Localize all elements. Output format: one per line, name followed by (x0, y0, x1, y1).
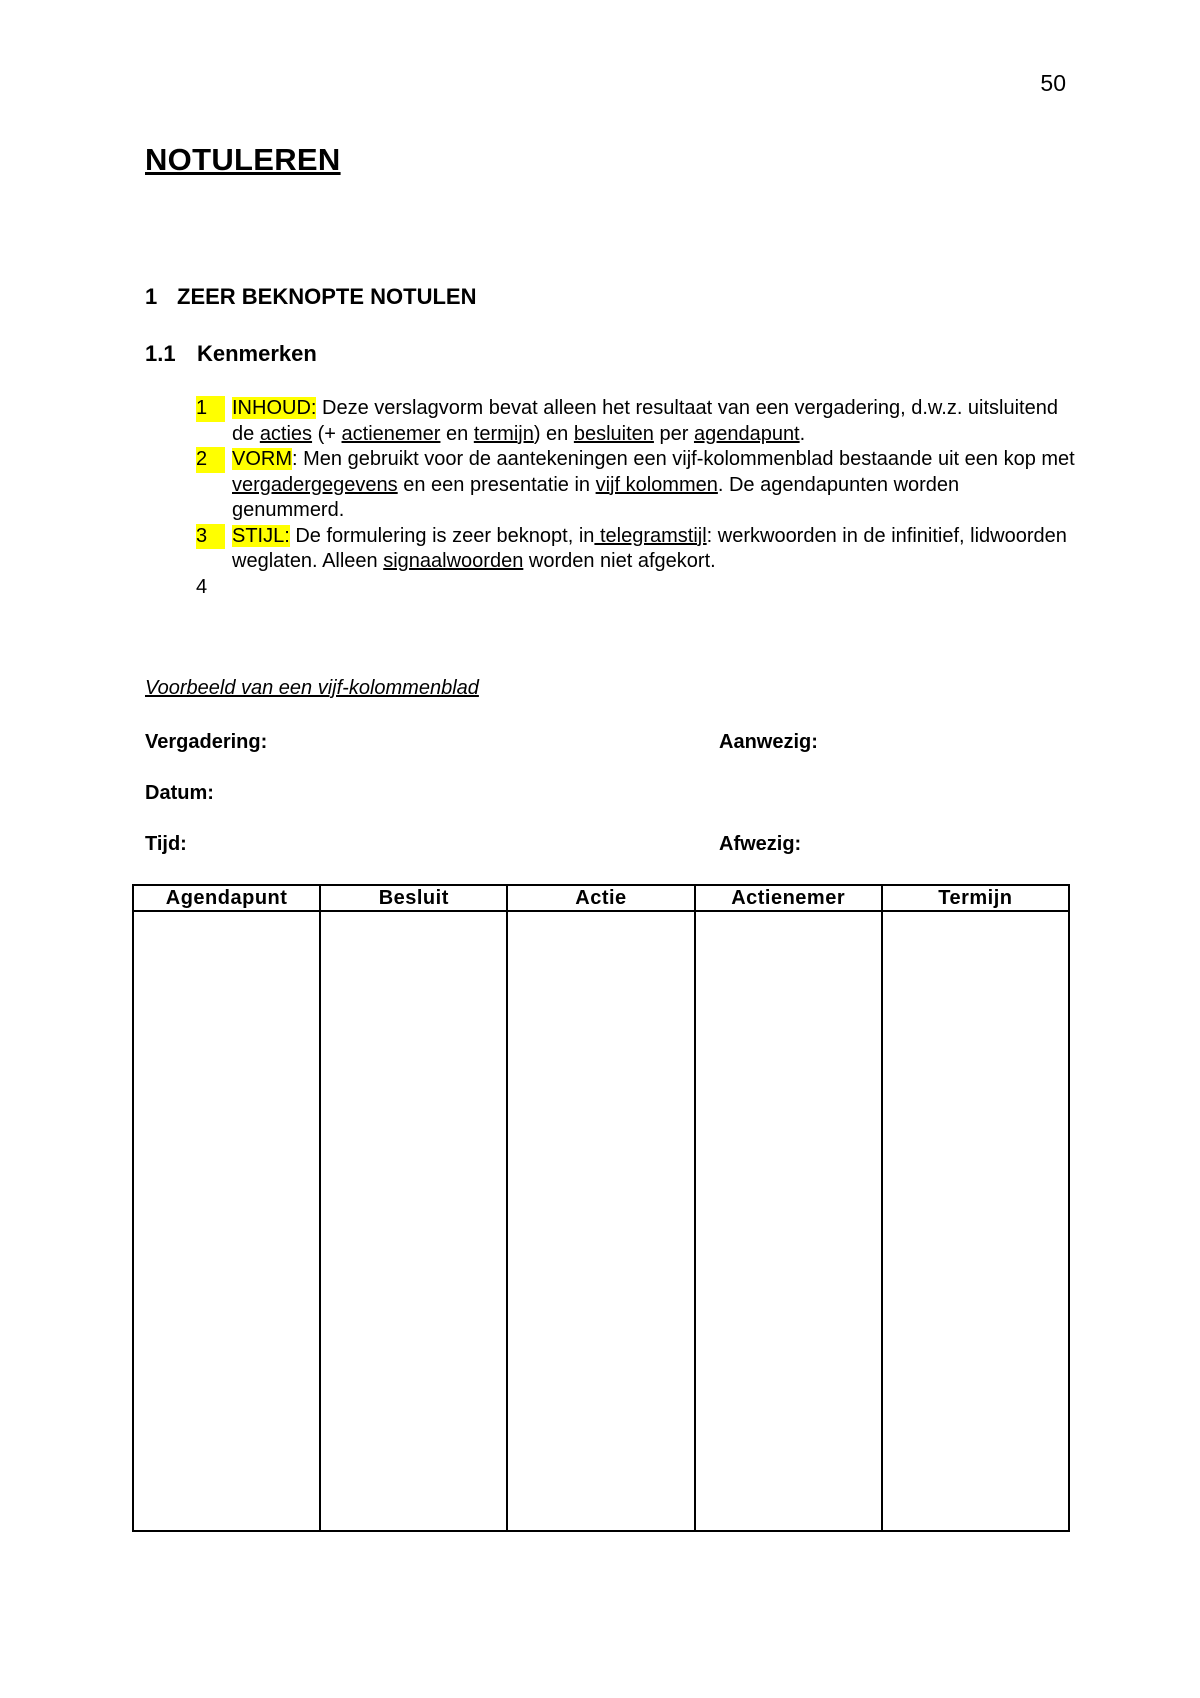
five-column-table (132, 884, 1070, 1532)
table-row (133, 911, 1069, 1531)
section-number: 1 (145, 284, 158, 309)
column-header: Termijn (882, 885, 1069, 911)
table-cell (882, 911, 1069, 1531)
table-cell (320, 911, 507, 1531)
item-text: en (440, 422, 474, 445)
item-number: 2 (196, 447, 225, 473)
list-item (196, 447, 1076, 524)
item-term: vijf kolommen (595, 473, 718, 496)
subsection-heading (145, 341, 317, 367)
example-caption: Voorbeeld van een vijf-kolommenblad (145, 677, 479, 699)
item-text: (+ (312, 422, 342, 445)
table-cell (507, 911, 694, 1531)
date-label: Datum: (145, 782, 214, 804)
column-header: Besluit (320, 885, 507, 911)
item-text: . De agendapunten worden genummerd. (232, 473, 960, 521)
absent-label: Afwezig: (719, 833, 802, 855)
item-text: worden niet afgekort. (523, 550, 716, 572)
item-number: 3 (196, 524, 225, 550)
item-number: 1 (196, 396, 225, 422)
time-label: Tijd: (145, 833, 187, 855)
item-term: besluiten (573, 422, 654, 445)
present-label: Aanwezig: (719, 731, 818, 753)
item-term: termijn (473, 422, 534, 445)
item-text: per (653, 422, 694, 445)
item-term: agendapunt (693, 422, 800, 445)
item-text: ) en (533, 422, 574, 445)
item-label: INHOUD: (232, 397, 317, 419)
page-number: 50 (1040, 70, 1066, 96)
item-text: De formulering is zeer beknopt, in (289, 524, 595, 547)
item-text: en een presentatie in (397, 473, 596, 496)
column-header: Actienemer (695, 885, 882, 911)
item-text: : werkwoorden in de infinitief, lidwoorden weglaten. Alleen (232, 524, 1067, 572)
item-label: STIJL: (232, 524, 290, 547)
subsection-number: 1.1 (145, 341, 176, 366)
item-term: acties (259, 422, 313, 445)
section-title: ZEER BEKNOPTE NOTULEN (177, 284, 477, 309)
item-text: Deze verslagvorm bevat alleen het resultaat van een vergadering, d.w.z. uitsluitend de (232, 397, 1058, 445)
item-term: actienemer (341, 422, 441, 445)
table-header-row (133, 885, 1069, 911)
item-term: signaalwoorden (383, 550, 524, 572)
item-text: : Men gebruikt voor de aantekeningen een vijf-kolommenblad bestaande uit een kop met (292, 448, 1075, 470)
item-term: telegramstijl (594, 524, 707, 547)
subsection-title: Kenmerken (197, 341, 317, 366)
list-item (196, 396, 1076, 447)
item-number: 4 (196, 575, 208, 598)
list-item (196, 575, 1076, 601)
page-title: NOTULEREN (145, 142, 341, 177)
meeting-label: Vergadering: (145, 731, 268, 753)
section-heading (145, 284, 476, 310)
item-label: VORM (232, 448, 292, 470)
characteristics-list (196, 396, 1076, 600)
column-header: Actie (507, 885, 694, 911)
table-cell (133, 911, 320, 1531)
table-cell (695, 911, 882, 1531)
item-text: . (799, 422, 806, 445)
column-header: Agendapunt (133, 885, 320, 911)
list-item (196, 524, 1076, 575)
item-term: vergadergegevens (232, 473, 398, 496)
